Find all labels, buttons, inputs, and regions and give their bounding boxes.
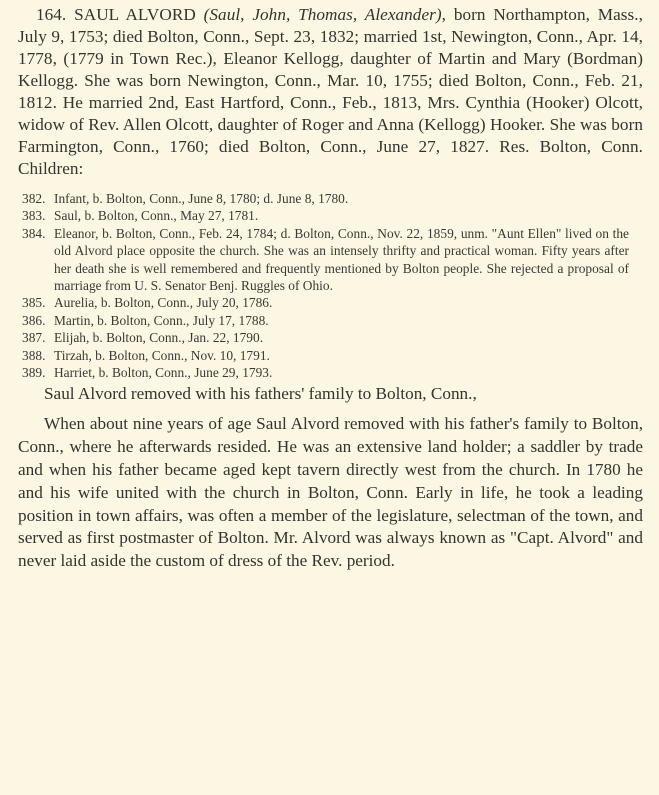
child-text: Martin, b. Bolton, Conn., July 17, 1788. <box>54 312 269 328</box>
child-item <box>18 225 643 295</box>
child-item <box>18 364 643 381</box>
child-number: 387. <box>22 330 46 346</box>
child-number: 382. <box>22 191 46 206</box>
entry-text: , born Northampton, Mass., July 9, 1753; died Bolton, Conn., Sept. 23, 1832; married 1st, Newington, Conn., Apr. 14, 1778, (1779 in Town Rec.), Eleanor Kellogg, daughter of Martin and Mary (Bordman) Kellogg. She was born Newington, Conn., Mar. 10, 1755; died Bolton, Conn., Feb. 21, 1812. He married 2nd, East Hartford, Conn., Feb., 1813, Mrs. Cynthia (Hooker) Olcott, widow of Rev. Allen Olcott, daughter of Roger and Anna (Kellogg) Hooker. She was born Farmington, Conn., 1760; died Bolton, Conn., June 27, 1827. Res. Bolton, Conn. Children: <box>18 5 643 178</box>
child-number: 389. <box>22 365 46 381</box>
biography-paragraph: When about nine years of age Saul Alvord removed with his father's family to Bolton, Conn., where he afterwards resided. He was an extensive land holder; a saddler by trade and when his father became aged kept tavern directly west from the church. In 1780 he and his wife united with the church in Bolton, Conn. Early in life, he took a leading position in town affairs, was often a member of the legislature, selectman of the town, and served as first postmaster of Bolton. Mr. Alvord was always known as "Capt. Alvord" and never laid aside the custom of dress of the Rev. period. <box>18 414 643 571</box>
removed-note: Saul Alvord removed with his fathers' family to Bolton, Conn., <box>44 384 477 404</box>
child-item <box>18 294 643 311</box>
child-text: Harriet, b. Bolton, Conn., June 29, 1793. <box>54 365 273 381</box>
child-text: Infant, b. Bolton, Conn., June 8, 1780; d. June 8, 1780. <box>54 191 349 206</box>
child-number: 388. <box>22 347 46 363</box>
child-text: Eleanor, b. Bolton, Conn., Feb. 24, 1784; d. Bolton, Conn., Nov. 22, 1859, unm. "Aunt Ellen" lived on the old Alvord place opposite the church. She was an intensely thrifty and practical woman. Fifty years after her death she is well remembered and frequently mentioned by Bolton people. She rejected a proposal of marriage from U. S. Senator Benj. Ruggles of Ohio. <box>54 225 629 294</box>
child-text: Tirzah, b. Bolton, Conn., Nov. 10, 1791. <box>54 347 270 363</box>
child-text: Elijah, b. Bolton, Conn., Jan. 22, 1790. <box>54 330 264 346</box>
child-item <box>18 329 643 346</box>
child-number: 383. <box>22 208 46 224</box>
entry-number: 164. <box>36 5 67 24</box>
children-list <box>18 190 643 381</box>
child-number: 385. <box>22 295 46 311</box>
child-item <box>18 207 643 224</box>
child-text: Saul, b. Bolton, Conn., May 27, 1781. <box>54 208 259 224</box>
entry-name: SAUL ALVORD <box>74 5 196 24</box>
child-number: 384. <box>22 225 46 241</box>
child-item <box>18 190 643 207</box>
child-text: Aurelia, b. Bolton, Conn., July 20, 1786. <box>54 295 273 311</box>
entry-lineage: (Saul, John, Thomas, Alexander) <box>203 5 442 24</box>
entry-paragraph <box>18 4 643 180</box>
child-item <box>18 347 643 364</box>
child-number: 386. <box>22 312 46 328</box>
child-item <box>18 312 643 329</box>
